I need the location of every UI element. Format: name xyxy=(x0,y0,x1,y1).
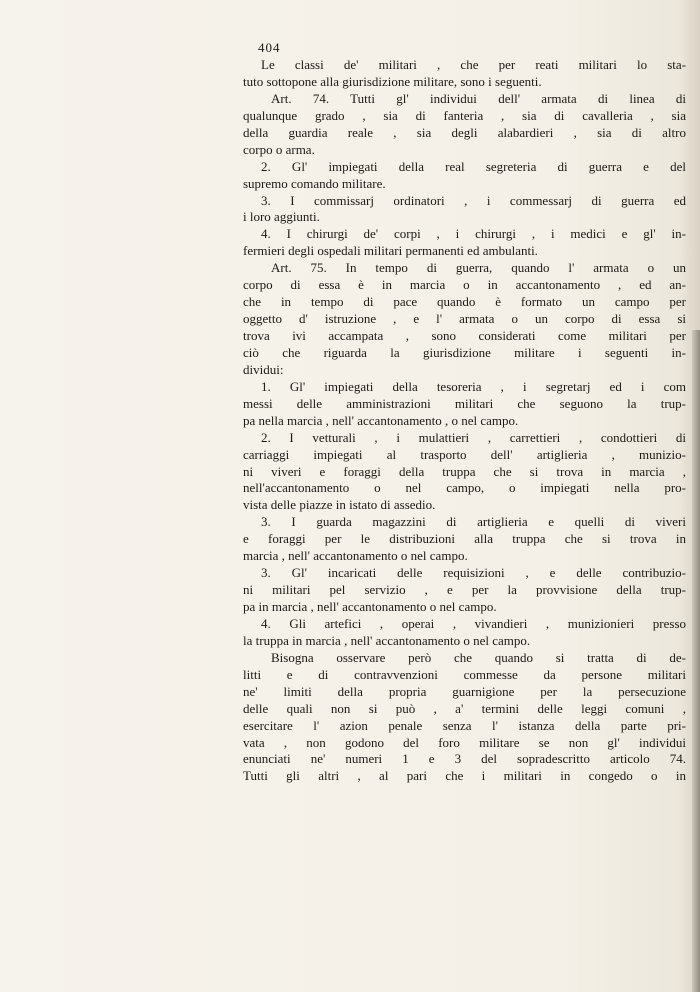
page-edge xyxy=(692,330,700,992)
text-line: ciò che riguarda la giurisdizione militare i seguenti in- xyxy=(243,344,686,360)
text-line: 3. I guarda magazzini di artiglieria e quelli di viveri xyxy=(261,514,686,530)
text-line: 3. I commissarj ordinatori , i commessarj di guerra ed xyxy=(261,192,686,208)
text-line: ne' limiti della propria guarnigione per la persecuzione xyxy=(243,683,686,699)
text-line: oggetto d' istruzione , e l' armata o un corpo di essa si xyxy=(243,311,686,327)
body-text xyxy=(243,57,686,785)
text-line: 3. Gl' incaricati delle requisizioni , e delle contribuzio- xyxy=(261,565,686,581)
text-line: la truppa in marcia , nell' accantonamento o nel campo. xyxy=(243,632,531,648)
text-line: Art. 75. In tempo di guerra, quando l' armata o un xyxy=(271,260,686,276)
text-line: enunciati ne' numeri 1 e 3 del sopradescritto articolo 74. xyxy=(243,751,686,767)
text-line: 4. Gli artefici , operai , vivandieri , munizionieri presso xyxy=(261,615,686,631)
text-line: qualunque grado , sia di fanteria , sia di cavalleria , sia xyxy=(243,107,686,123)
text-line: litti e di contravvenzioni commesse da persone militari xyxy=(243,666,686,682)
text-line: Bisogna osservare però che quando si tratta di de- xyxy=(271,649,686,665)
page-number: 404 xyxy=(258,40,281,55)
text-line: pa nella marcia , nell' accantonamento , o nel campo. xyxy=(243,412,519,428)
text-line: ni viveri e foraggi della truppa che si trova in marcia , xyxy=(243,463,686,479)
text-line: corpo di essa è in marcia o in accantonamento , ed an- xyxy=(243,277,686,293)
text-line: delle quali non si può , a' termini delle leggi comuni , xyxy=(243,700,686,716)
text-line: supremo comando militare. xyxy=(243,175,386,191)
text-line: vista delle piazze in istato di assedio. xyxy=(243,497,436,513)
text-line: tuto sottopone alla giurisdizione militare, sono i seguenti. xyxy=(243,73,542,89)
text-line: nell'accantonamento o nel campo, o impiegati nella pro- xyxy=(243,480,686,496)
text-line: dividui: xyxy=(243,361,284,377)
text-line: della guardia reale , sia degli alabardieri , sia di altro xyxy=(243,124,686,140)
text-line: e foraggi per le distribuzioni alla truppa che si trova in xyxy=(243,531,686,547)
text-line: 2. I vetturali , i mulattieri , carrettieri , condottieri di xyxy=(261,429,686,445)
text-line: che in tempo di pace quando è formato un campo per xyxy=(243,294,686,310)
text-line: carriaggi impiegati al trasporto dell' artiglieria , munizio- xyxy=(243,446,686,462)
text-line: 2. Gl' impiegati della real segreteria di guerra e del xyxy=(261,158,686,174)
text-line: vata , non godono del foro militare se non gl' individui xyxy=(243,734,686,750)
text-line: trova ivi accampata , sono considerati come militari per xyxy=(243,328,686,343)
text-line: i loro aggiunti. xyxy=(243,209,320,225)
text-line: marcia , nell' accantonamento o nel campo. xyxy=(243,548,468,564)
text-line: Le classi de' militari , che per reati militari lo sta- xyxy=(261,57,686,72)
text-line: ni militari pel servizio , e per la provvisione della trup- xyxy=(243,582,686,598)
text-line: messi delle amministrazioni militari che seguono la trup- xyxy=(243,395,686,411)
text-line: esercitare l' azion penale senza l' istanza della parte pri- xyxy=(243,717,686,733)
text-line: corpo o arma. xyxy=(243,141,315,157)
text-line: fermieri degli ospedali militari permanenti ed ambulanti. xyxy=(243,243,538,259)
text-line: 1. Gl' impiegati della tesoreria , i segretarj ed i com xyxy=(261,378,686,394)
text-line: pa in marcia , nell' accantonamento o nel campo. xyxy=(243,599,497,614)
text-line: 4. I chirurgi de' corpi , i chirurgi , i medici e gl' in- xyxy=(261,226,686,242)
text-line: Art. 74. Tutti gl' individui dell' armata di linea di xyxy=(271,90,686,106)
text-line: Tutti gli altri , al pari che i militari in congedo o in xyxy=(243,768,686,784)
